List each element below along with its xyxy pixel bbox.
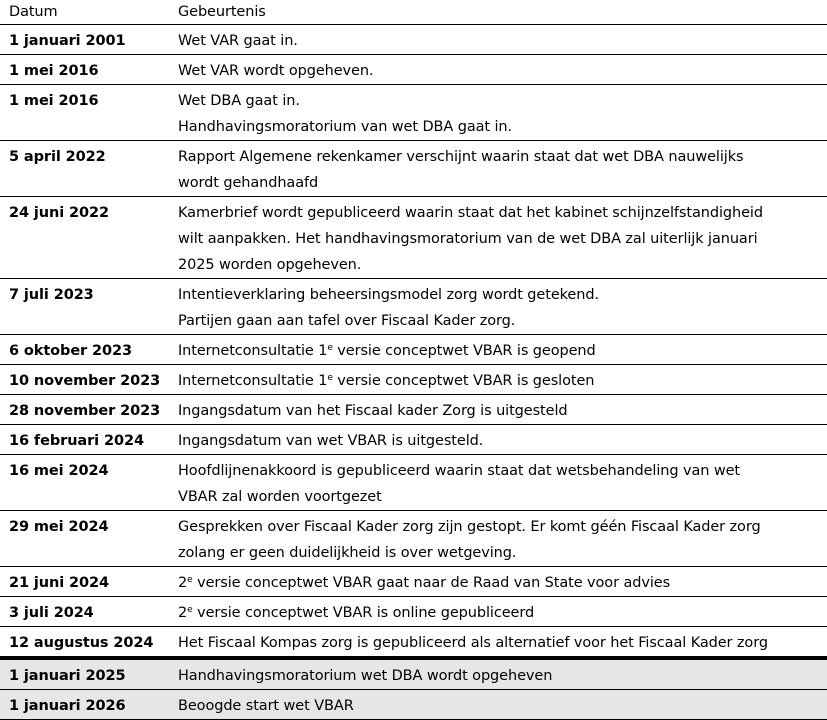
row-date: 1 januari 2025 <box>0 658 169 690</box>
event-line: Het Fiscaal Kompas zorg is gepubliceerd als alternatief voor het Fiscaal Kader zorg <box>178 635 768 651</box>
event-text: 2 <box>178 605 188 621</box>
header-row <box>0 0 827 25</box>
row-date: 29 mei 2024 <box>0 511 169 567</box>
row-date: 21 juni 2024 <box>0 567 169 597</box>
event-line: Handhavingsmoratorium van wet DBA gaat in. <box>178 119 513 135</box>
header-date: Datum <box>0 0 169 25</box>
row-date: 10 november 2023 <box>0 365 169 395</box>
ordinal-suffix: e <box>187 575 193 585</box>
row-event <box>169 455 827 511</box>
row-date: 1 januari 2026 <box>0 690 169 720</box>
event-line: VBAR zal worden voortgezet <box>178 489 382 505</box>
event-line: Wet DBA gaat in. <box>178 93 300 109</box>
event-text: Internetconsultatie 1 <box>178 373 328 389</box>
event-text: Internetconsultatie 1 <box>178 343 328 359</box>
event-line: Ingangsdatum van wet VBAR is uitgesteld. <box>178 433 484 449</box>
event-line: Wet VAR gaat in. <box>178 33 298 49</box>
event-line: Hoofdlijnenakkoord is gepubliceerd waarin staat dat wetsbehandeling van wet <box>178 463 741 479</box>
row-event <box>169 690 827 720</box>
table-row <box>0 425 827 455</box>
table-row <box>0 25 827 55</box>
table-row <box>0 279 827 335</box>
table-row <box>0 395 827 425</box>
row-event <box>169 335 827 365</box>
row-date: 16 februari 2024 <box>0 425 169 455</box>
row-event <box>169 25 827 55</box>
row-date: 1 mei 2016 <box>0 85 169 141</box>
row-date: 3 juli 2024 <box>0 597 169 627</box>
row-date: 5 april 2022 <box>0 141 169 197</box>
table-row <box>0 55 827 85</box>
event-line: Gesprekken over Fiscaal Kader zorg zijn gestopt. Er komt géén Fiscaal Kader zorg <box>178 519 761 535</box>
row-event <box>169 627 827 659</box>
row-event <box>169 395 827 425</box>
row-event <box>169 197 827 279</box>
row-event <box>169 141 827 197</box>
row-event <box>169 597 827 627</box>
ordinal-suffix: e <box>327 343 333 353</box>
table-row-future <box>0 690 827 720</box>
table-row <box>0 511 827 567</box>
event-line <box>178 338 827 364</box>
row-date: 6 oktober 2023 <box>0 335 169 365</box>
event-line: Wet VAR wordt opgeheven. <box>178 63 374 79</box>
header-event: Gebeurtenis <box>169 0 827 25</box>
event-text: versie conceptwet VBAR gaat naar de Raad van State voor advies <box>192 575 671 591</box>
row-date: 1 mei 2016 <box>0 55 169 85</box>
row-event <box>169 658 827 690</box>
event-line: Partijen gaan aan tafel over Fiscaal Kader zorg. <box>178 313 516 329</box>
event-line: zolang er geen duidelijkheid is over wetgeving. <box>178 545 517 561</box>
row-date: 28 november 2023 <box>0 395 169 425</box>
event-line: Rapport Algemene rekenkamer verschijnt waarin staat dat wet DBA nauwelijks <box>178 149 744 165</box>
row-date: 7 juli 2023 <box>0 279 169 335</box>
row-event <box>169 85 827 141</box>
event-line: Beoogde start wet VBAR <box>178 698 354 714</box>
table-row <box>0 335 827 365</box>
row-event <box>169 279 827 335</box>
event-line <box>178 570 827 596</box>
table-row <box>0 197 827 279</box>
row-date: 12 augustus 2024 <box>0 627 169 659</box>
table-row <box>0 365 827 395</box>
row-event <box>169 55 827 85</box>
ordinal-suffix: e <box>187 605 193 615</box>
table-row <box>0 141 827 197</box>
event-line: Kamerbrief wordt gepubliceerd waarin staat dat het kabinet schijnzelfstandigheid <box>178 205 763 221</box>
table-row <box>0 567 827 597</box>
event-text: versie conceptwet VBAR is geopend <box>332 343 596 359</box>
event-line: 2025 worden opgeheven. <box>178 257 362 273</box>
row-event <box>169 567 827 597</box>
ordinal-suffix: e <box>327 373 333 383</box>
event-text: versie conceptwet VBAR is gesloten <box>332 373 595 389</box>
event-line <box>178 600 827 626</box>
table-row-future <box>0 658 827 690</box>
row-date: 24 juni 2022 <box>0 197 169 279</box>
row-event <box>169 365 827 395</box>
row-date: 16 mei 2024 <box>0 455 169 511</box>
row-event <box>169 425 827 455</box>
event-line: Intentieverklaring beheersingsmodel zorg wordt getekend. <box>178 287 599 303</box>
table-row <box>0 455 827 511</box>
table-row <box>0 597 827 627</box>
event-line: wordt gehandhaafd <box>178 175 319 191</box>
table-row <box>0 627 827 659</box>
event-line <box>178 368 827 394</box>
event-line: Ingangsdatum van het Fiscaal kader Zorg is uitgesteld <box>178 403 568 419</box>
event-text: versie conceptwet VBAR is online gepubliceerd <box>192 605 535 621</box>
event-text: 2 <box>178 575 188 591</box>
row-event <box>169 511 827 567</box>
event-line: Handhavingsmoratorium wet DBA wordt opgeheven <box>178 668 553 684</box>
table-row <box>0 85 827 141</box>
row-date: 1 januari 2001 <box>0 25 169 55</box>
event-line: wilt aanpakken. Het handhavingsmoratorium van de wet DBA zal uiterlijk januari <box>178 231 758 247</box>
